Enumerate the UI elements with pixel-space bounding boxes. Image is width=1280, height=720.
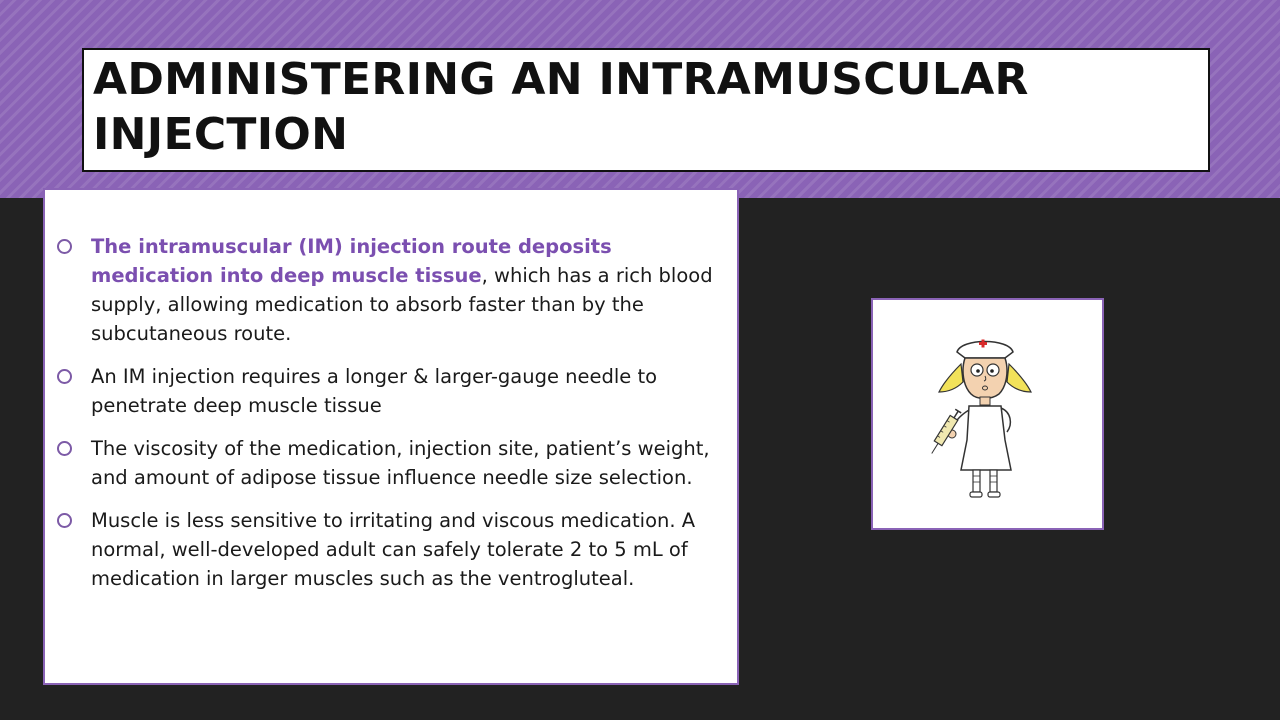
bullet-item [55, 232, 715, 348]
bullet-circle-icon [57, 513, 72, 528]
bullet-text: An IM injection requires a longer & larger-gauge needle to penetrate deep muscle tissue [91, 365, 658, 417]
illustration-frame [871, 298, 1104, 530]
bullet-item [55, 362, 715, 420]
bullet-circle-icon [57, 239, 72, 254]
bullet-text: Muscle is less sensitive to irritating and viscous medication. A normal, well-developed adult can safely tolerate 2 to 5 mL of medication in larger muscles such as the ventrogluteal. [91, 509, 696, 590]
bullet-list [55, 232, 715, 607]
title-box [82, 48, 1210, 172]
bullet-text: , which has a rich blood supply, allowing medication to absorb faster than by the subcutaneous route. [91, 264, 713, 345]
bullet-circle-icon [57, 369, 72, 384]
bullet-highlight: The intramuscular (IM) injection route deposits medication into deep muscle tissue [91, 235, 612, 287]
bullet-item [55, 434, 715, 492]
bullet-circle-icon [57, 441, 72, 456]
nurse-with-syringe-illustration [873, 300, 1102, 528]
bullet-text: The viscosity of the medication, injection site, patient’s weight, and amount of adipose tissue influence needle size selection. [91, 437, 710, 489]
slide-title: ADMINISTERING AN INTRAMUSCULAR INJECTION [93, 54, 1029, 160]
content-box [43, 188, 739, 685]
bullet-item [55, 506, 715, 593]
